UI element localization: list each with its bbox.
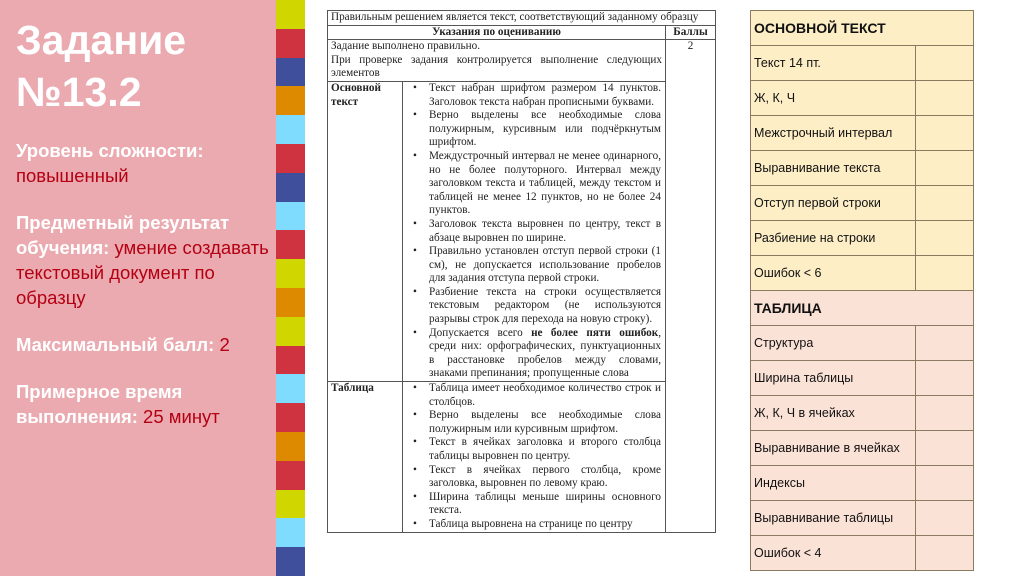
checklist-mark-cell[interactable] xyxy=(916,326,974,361)
checklist-mark-cell[interactable] xyxy=(916,536,974,571)
stripe xyxy=(276,403,305,432)
stripe xyxy=(276,346,305,375)
doc-intro-2: При проверке задания контролируется выполнение следующих элементов xyxy=(331,53,662,80)
stripe xyxy=(276,547,305,576)
stripe xyxy=(276,518,305,547)
criterion-item: • Текст в ячейках первого столбца, кроме заголовка, выровнен по левому краю. xyxy=(409,464,661,491)
checklist-item-label: Выравнивание текста xyxy=(751,151,916,186)
checklist-mark-cell[interactable] xyxy=(916,361,974,396)
stripe xyxy=(276,288,305,317)
checklist-row xyxy=(751,326,974,361)
stripe xyxy=(276,115,305,144)
checklist-item-label: Индексы xyxy=(751,466,916,501)
doc-section-name: Таблица xyxy=(328,382,403,533)
checklist-item-label: Отступ первой строки xyxy=(751,186,916,221)
checklist-mark-cell[interactable] xyxy=(916,501,974,536)
checklist-section-header xyxy=(751,291,974,326)
checklist-row xyxy=(751,536,974,571)
criterion-item: • Правильно установлен отступ первой строки (1 см), не допускается использование пробелов для задания отступа первой строки. xyxy=(409,245,661,286)
stripe xyxy=(276,86,305,115)
checklist-mark-cell[interactable] xyxy=(916,186,974,221)
info-value: 2 xyxy=(219,334,230,355)
info-value: повышенный xyxy=(16,165,129,186)
checklist-item-label: Ж, К, Ч xyxy=(751,81,916,116)
checklist-item-label: Выравнивание в ячейках xyxy=(751,431,916,466)
checklist-table xyxy=(750,10,974,571)
criterion-item: • Заголовок текста выровнен по центру, текст в абзаце выровнен по ширине. xyxy=(409,218,661,245)
stripe xyxy=(276,29,305,58)
checklist-item-label: Структура xyxy=(751,326,916,361)
checklist-mark-cell[interactable] xyxy=(916,466,974,501)
checklist-item-label: Выравнивание таблицы xyxy=(751,501,916,536)
info-block xyxy=(16,210,276,310)
doc-points-value: 2 xyxy=(666,40,716,532)
checklist-mark-cell[interactable] xyxy=(916,81,974,116)
checklist-row xyxy=(751,81,974,116)
doc-header-points: Баллы xyxy=(666,25,716,40)
checklist-mark-cell[interactable] xyxy=(916,431,974,466)
checklist-row xyxy=(751,256,974,291)
doc-header-instructions: Указания по оцениванию xyxy=(328,25,666,40)
criterion-item: • Верно выделены все необходимые слова полужирным, курсивным или подчёркнутым шрифтом. xyxy=(409,109,661,150)
checklist-row xyxy=(751,466,974,501)
doc-section-name: Основной текст xyxy=(328,81,403,381)
decorative-stripes xyxy=(276,0,305,576)
checklist-item-label: Ошибок < 6 xyxy=(751,256,916,291)
info-block xyxy=(16,379,276,429)
checklist-row xyxy=(751,501,974,536)
doc-intro-1: Задание выполнено правильно. xyxy=(331,40,480,53)
criterion-item: • Разбиение текста на строки осуществляется текстовым редактором (не используются разрывы строк для перехода на новую строку). xyxy=(409,286,661,327)
checklist-row xyxy=(751,46,974,81)
criterion-item: • Ширина таблицы меньше ширины основного текста. xyxy=(409,491,661,518)
info-label: Примерное время выполнения: xyxy=(16,381,183,427)
checklist-row xyxy=(751,116,974,151)
checklist-item-label: Разбиение на строки xyxy=(751,221,916,256)
info-value: умение создавать текстовый документ по образцу xyxy=(16,237,269,308)
info-label: Уровень сложности: xyxy=(16,140,204,161)
stripe xyxy=(276,432,305,461)
checklist-item-label: Ширина таблицы xyxy=(751,361,916,396)
stripe xyxy=(276,317,305,346)
checklist-mark-cell[interactable] xyxy=(916,151,974,186)
stripe xyxy=(276,0,305,29)
criterion-item: • Таблица выровнена на странице по центру xyxy=(409,518,661,532)
criterion-item: • Верно выделены все необходимые слова полужирным или курсивным шрифтом. xyxy=(409,409,661,436)
info-value: 25 минут xyxy=(143,406,220,427)
stripe xyxy=(276,490,305,519)
info-block xyxy=(16,332,276,357)
checklist-mark-cell[interactable] xyxy=(916,221,974,256)
criterion-item: • Таблица имеет необходимое количество строк и столбцов. xyxy=(409,382,661,409)
checklist-row xyxy=(751,396,974,431)
stripe xyxy=(276,461,305,490)
task-info-panel xyxy=(0,0,276,576)
checklist-section-header xyxy=(751,11,974,46)
stripe xyxy=(276,230,305,259)
section-title: ТАБЛИЦА xyxy=(751,291,974,326)
checklist-mark-cell[interactable] xyxy=(916,46,974,81)
checklist-item-label: Текст 14 пт. xyxy=(751,46,916,81)
criterion-item: • Допускается всего не более пяти ошибок, среди них: орфографических, пунктуационных в расстановке пробелов между словами, знаками препинания; пропущенные слова xyxy=(409,327,661,381)
checklist-mark-cell[interactable] xyxy=(916,396,974,431)
checklist-mark-cell[interactable] xyxy=(916,116,974,151)
criterion-item: • Текст в ячейках заголовка и второго столбца таблицы выровнен по центру. xyxy=(409,436,661,463)
stripe xyxy=(276,202,305,231)
checklist-row xyxy=(751,221,974,256)
criterion-item: • Текст набран шрифтом размером 14 пунктов. Заголовок текста набран прописными буквами. xyxy=(409,82,661,109)
info-label: Предметный результат обучения: xyxy=(16,212,230,258)
checklist-item-label: Ж, К, Ч в ячейках xyxy=(751,396,916,431)
info-block xyxy=(16,138,276,188)
checklist-row xyxy=(751,151,974,186)
page-title: Задание №13.2 xyxy=(16,17,187,115)
doc-intro xyxy=(328,40,666,82)
checklist-row xyxy=(751,186,974,221)
checklist-item-label: Межстрочный интервал xyxy=(751,116,916,151)
scanned-grading-criteria xyxy=(327,10,716,533)
stripe xyxy=(276,259,305,288)
checklist-mark-cell[interactable] xyxy=(916,256,974,291)
stripe xyxy=(276,144,305,173)
checklist-row xyxy=(751,431,974,466)
criterion-item: • Междустрочный интервал не менее одинарного, но не более полуторного. Интервал между заголовком текста и таблицей, между текстом и таблицей не менее 12 пунктов, но не более 24 пунктов. xyxy=(409,150,661,218)
stripe xyxy=(276,173,305,202)
info-label: Максимальный балл: xyxy=(16,334,215,355)
doc-top-line: Правильным решением является текст, соответствующий заданному образцу xyxy=(328,11,716,26)
checklist-item-label: Ошибок < 4 xyxy=(751,536,916,571)
stripe xyxy=(276,374,305,403)
checklist-row xyxy=(751,361,974,396)
stripe xyxy=(276,58,305,87)
section-title: ОСНОВНОЙ ТЕКСТ xyxy=(751,11,974,46)
